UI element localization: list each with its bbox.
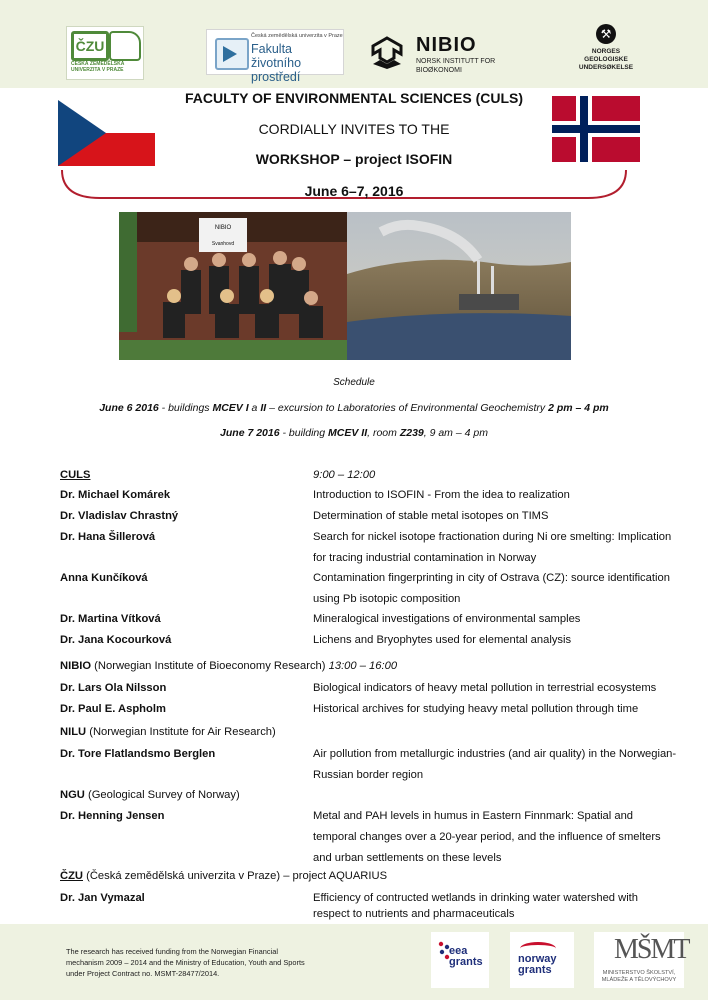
fzp-logo [206,29,344,84]
nibio-mark-icon [370,36,404,70]
workshop-dates: June 6–7, 2016 [304,183,404,199]
fzp-logo-faculty: Fakulta životního prostředí [251,42,302,84]
fzp-logo-university: Česká zemědělská univerzita v Praze [251,33,343,39]
section-full-name: (Norwegian Institute for Air Research) [86,726,276,738]
talk-topic [313,633,708,647]
section-abbr: ČZU [60,870,83,882]
norway-grants-logo [510,932,574,988]
sign-location: Svanhovd [211,241,235,247]
speaker-name: Dr. Jana Kocourková [60,634,172,646]
schedule-title: Schedule [333,377,375,388]
section-abbr: NILU [60,726,87,738]
talk-topic-line: Efficiency of contructed wetlands in drinking water watershed with [313,892,639,904]
talk-topic-line: Mineralogical investigations of environmental samples [313,613,581,625]
eea-grants-text [449,946,483,968]
speaker-name: Dr. Lars Ola Nilsson [60,682,167,694]
day1-building: II [260,402,267,414]
section-full-name: (Geological Survey of Norway) [84,789,240,801]
grants-text: grants [518,964,552,976]
sign-nibio: NIBIO [214,225,232,231]
talk-topic-line: Biological indicators of heavy metal pollution in terrestrial ecosystems [313,682,657,694]
talk-topic-line: Russian border region [313,769,424,781]
talk-topic [313,527,708,569]
talk-topic-line: using Pb isotopic composition [313,593,461,605]
talk-topic [313,509,708,523]
speaker-name: Dr. Michael Komárek [60,489,171,501]
funding-note: The research has received funding from the Norwegian Financial mechanism 2009 – 2014 and the Ministry of Education, Youth and Sports under Project Contract no. MSMT-28477/2014. [66,947,305,978]
czu-logo [66,26,144,80]
day2-time: , 9 am – 4 pm [423,427,488,439]
day2-text: - building [279,427,329,439]
eea-text: eea [449,945,468,957]
day2-room: Z239 [399,427,424,439]
section-abbr: NIBIO [60,660,92,672]
msmt-mark: MŠMT [614,934,689,965]
nibio-logo-subtitle: NORSK INSTITUTT FOR BIOØKONOMI [416,58,496,74]
talk-topic-line: Contamination fingerprinting in city of Ostrava (CZ): source identification [313,572,670,584]
section-time: 13:00 – 16:00 [328,660,398,672]
grants-text: grants [449,956,483,968]
speaker-name: Dr. Tore Flatlandsmo Berglen [60,748,216,760]
norway-text: norway [518,953,557,965]
speaker-name: Dr. Paul E. Aspholm [60,703,166,715]
ngu-logo-text: NORGES GEOLOGISKE UNDERSØKELSE [578,48,634,71]
talk-topic [313,568,708,610]
day1-building: MCEV I [212,402,249,414]
speaker-name: Dr. Vladislav Chrastný [60,510,179,522]
talk-topic-line: for tracing industrial contamination in Norway [313,552,537,564]
talk-topic-line: temporal changes over a 20-year period, and the influence of smelters [313,831,661,843]
talk-topic-line: Determination of stable metal isotopes on TIMS [313,510,549,522]
speaker-name: Dr. Hana Šillerová [60,531,156,543]
nibio-logo [370,34,520,78]
schedule-day2 [0,427,708,439]
talk-topic-line: respect to nutrients and pharmaceuticals [313,908,515,920]
hammer-icon: ⚒ [596,24,616,44]
invite-faculty: FACULTY OF ENVIRONMENTAL SCIENCES (CULS) [184,90,524,106]
day2-text: , room [367,427,400,439]
day1-text: - buildings [158,402,213,414]
schedule-day1 [0,402,708,414]
ngu-logo [570,24,650,88]
talk-topic-line: and urban settlements on these levels [313,852,502,864]
section-time: 9:00 – 12:00 [313,469,376,481]
workshop-photo [119,212,571,360]
msmt-logo [594,932,689,988]
talk-topic-line: Historical archives for studying heavy metal pollution through time [313,703,639,715]
talk-topic-line: Lichens and Bryophytes used for elemental analysis [313,634,572,646]
day1-time: 2 pm – 4 pm [548,402,609,414]
lion-icon [109,31,141,61]
day2-building: MCEV II [328,427,368,439]
section-abbr: NGU [60,789,85,801]
talk-topic [313,612,708,626]
talk-topic-line: Introduction to ISOFIN - From the idea to realization [313,489,570,501]
talk-topic [313,806,708,869]
section-abbr: CULS [60,469,91,481]
czu-logo-mark: ČZU [71,31,109,61]
invite-line: CORDIALLY INVITES TO THE [258,121,450,137]
talk-topic-line: Air pollution from metallurgic industries (and air quality) in the Norwegian- [313,748,677,760]
talk-topic [313,744,708,786]
day2-date: June 7 2016 [220,427,280,439]
czu-logo-text: ČESKÁ ZEMĚDĚLSKÁ UNIVERZITA V PRAZE [71,61,125,73]
talk-topic [313,890,708,922]
speaker-name: Dr. Martina Vítková [60,613,161,625]
day1-text: a [248,402,261,414]
speaker-name: Dr. Henning Jensen [60,810,165,822]
fzp-emblem-icon [215,38,249,70]
speaker-name: Dr. Jan Vymazal [60,892,145,904]
talk-topic-line: Metal and PAH levels in humus in Eastern Finnmark: Spatial and [313,810,634,822]
talk-topic [313,681,708,695]
msmt-text: MINISTERSTVO ŠKOLSTVÍ, MLÁDEŽE A TĚLOVÝCHOVY [601,970,677,983]
norway-grants-text [518,954,557,976]
section-full-name: (Česká zemědělská univerzita v Praze) – project AQUARIUS [83,870,388,882]
day1-activity: – excursion to Laboratories of Environmental Geochemistry [266,402,549,414]
talk-topic-line: Search for nickel isotope fractionation during Ni ore smelting: Implication [313,531,672,543]
talk-topic [313,488,708,502]
section-full-name: (Norwegian Institute of Bioeconomy Research) [91,660,329,672]
workshop-title: WORKSHOP – project ISOFIN [255,151,453,167]
nibio-logo-name: NIBIO [416,34,477,56]
speaker-name: Anna Kunčíková [60,572,148,584]
talk-topic [313,702,708,716]
eea-grants-logo [431,932,489,988]
day1-date: June 6 2016 [99,402,159,414]
